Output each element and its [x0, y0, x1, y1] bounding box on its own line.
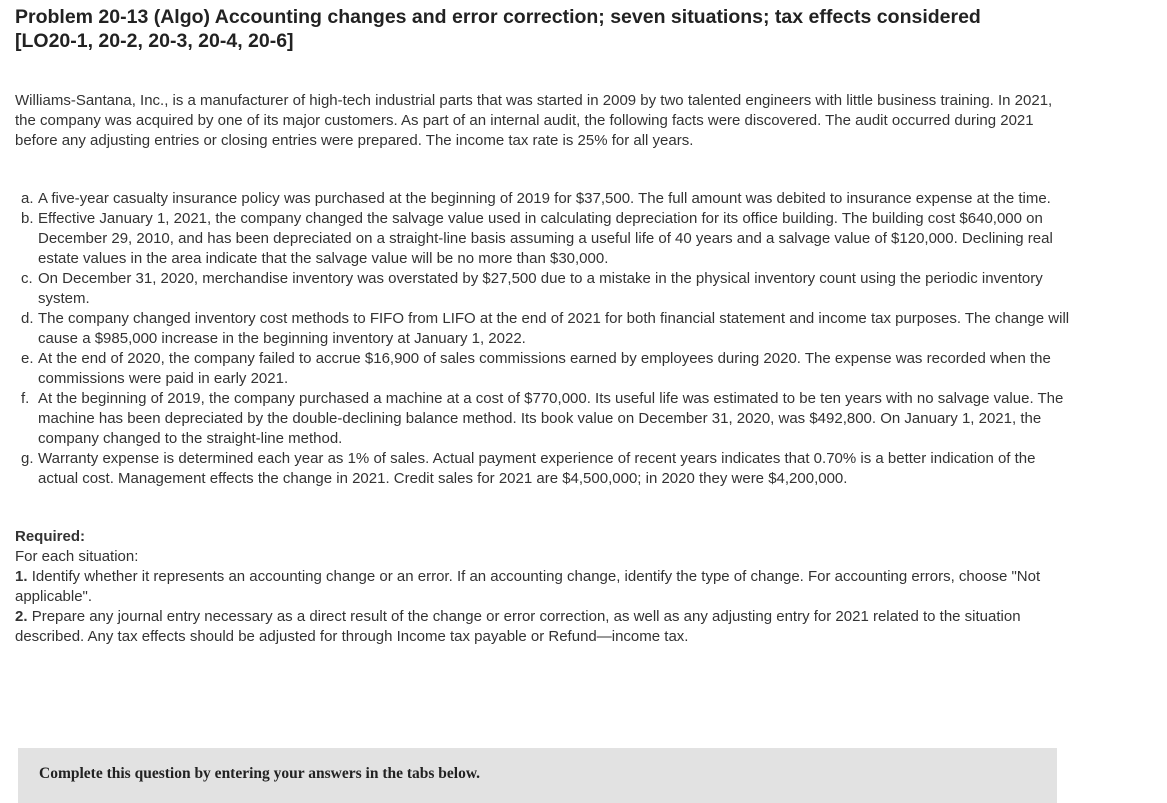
situation-letter: g.	[21, 450, 34, 467]
required-lead: For each situation:	[15, 548, 139, 565]
instruction-banner-text: Complete this question by entering your answers in the tabs below.	[39, 765, 481, 782]
problem-page	[15, 0, 1075, 647]
required-item-number: 2.	[15, 608, 28, 625]
situation-letter: d.	[21, 310, 34, 327]
required-item-text: Prepare any journal entry necessary as a direct result of the change or error correction, as well as any adjusting entry for 2021 related to the situation described. Any tax effects should be adjusted for through Income tax payable or Refund—income tax.	[15, 608, 1021, 645]
problem-title-line-1: Problem 20-13 (Algo) Accounting changes and error correction; seven situations; tax effects considered	[15, 6, 981, 28]
situation-letter: b.	[21, 210, 34, 227]
required-section	[15, 527, 1075, 647]
instruction-banner	[18, 748, 1057, 803]
required-item-2	[15, 607, 1075, 647]
situation-letter: e.	[21, 350, 34, 367]
situation-text: Warranty expense is determined each year as 1% of sales. Actual payment experience of recent years indicates that 0.70% is a better indication of the actual cost. Management effects the change in 2021. Credit sales for 2021 are $4,500,000; in 2020 they were $4,200,000.	[38, 450, 1036, 487]
situation-item-a	[21, 189, 1075, 209]
situation-item-d	[21, 309, 1075, 349]
problem-title	[15, 5, 1075, 53]
required-item-1	[15, 567, 1075, 607]
situation-letter: a.	[21, 190, 34, 207]
situation-item-c	[21, 269, 1075, 309]
situation-text: Effective January 1, 2021, the company changed the salvage value used in calculating depreciation for its office building. The building cost $640,000 on December 29, 2010, and has been depreciated on a straight-line basis assuming a useful life of 40 years and a salvage value of $120,000. Declining real estate values in the area indicate that the salvage value will be no more than $30,000.	[38, 210, 1053, 267]
required-heading: Required:	[15, 528, 86, 545]
required-item-number: 1.	[15, 568, 28, 585]
situation-text: At the end of 2020, the company failed to accrue $16,900 of sales commissions earned by employees during 2020. The expense was recorded when the commissions were paid in early 2021.	[38, 350, 1051, 387]
required-item-text: Identify whether it represents an accounting change or an error. If an accounting change, identify the type of change. For accounting errors, choose "Not applicable".	[15, 568, 1041, 605]
problem-intro: Williams-Santana, Inc., is a manufacturer of high-tech industrial parts that was started in 2009 by two talented engineers with little business training. In 2021, the company was acquired by one of its major customers. As part of an internal audit, the following facts were discovered. The audit occurred during 2021 before any adjusting entries or closing entries were prepared. The income tax rate is 25% for all years.	[15, 92, 1053, 149]
situation-letter: f.	[21, 390, 30, 407]
situation-item-b	[21, 209, 1075, 269]
situations-list	[15, 189, 1075, 489]
situation-item-e	[21, 349, 1075, 389]
situation-text: On December 31, 2020, merchandise inventory was overstated by $27,500 due to a mistake in the physical inventory count using the periodic inventory system.	[38, 270, 1043, 307]
situation-item-g	[21, 449, 1075, 489]
situation-letter: c.	[21, 270, 33, 287]
situation-text: A five-year casualty insurance policy was purchased at the beginning of 2019 for $37,500. The full amount was debited to insurance expense at the time.	[38, 190, 1051, 207]
situation-text: The company changed inventory cost methods to FIFO from LIFO at the end of 2021 for both financial statement and income tax purposes. The change will cause a $985,000 increase in the beginning inventory at January 1, 2022.	[38, 310, 1070, 347]
problem-title-line-2: [LO20-1, 20-2, 20-3, 20-4, 20-6]	[15, 30, 294, 52]
situation-text: At the beginning of 2019, the company purchased a machine at a cost of $770,000. Its useful life was estimated to be ten years with no salvage value. The machine has been depreciated by the double-declining balance method. Its book value on December 31, 2020, was $492,800. On January 1, 2021, the company changed to the straight-line method.	[38, 390, 1064, 447]
situation-item-f	[21, 389, 1075, 449]
